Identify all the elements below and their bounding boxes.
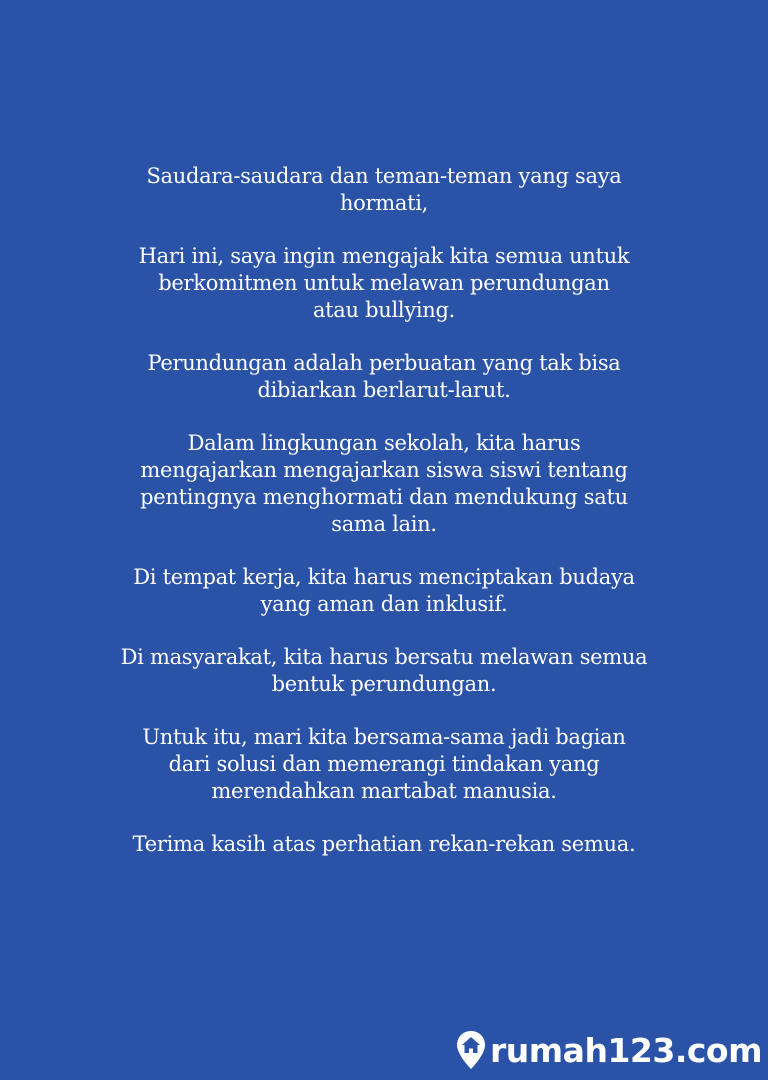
text-line: Dalam lingkungan sekolah, kita harus [187, 431, 581, 455]
map-pin-house-icon [456, 1030, 486, 1070]
paragraph-greeting [0, 163, 768, 217]
text-line: Perundungan adalah perbuatan yang tak bisa [147, 351, 621, 375]
text-line: Di tempat kerja, kita harus menciptakan budaya [133, 565, 635, 589]
logo-text: rumah123.com [490, 1030, 762, 1070]
paragraph-society [0, 644, 768, 698]
text-line: atau bullying. [312, 298, 456, 322]
text-line: Di masyarakat, kita harus bersatu melawan semua [120, 645, 648, 669]
text-line: dari solusi dan memerangi tindakan yang [168, 752, 600, 776]
text-line: berkomitmen untuk melawan perundungan [158, 271, 610, 295]
text-line: pentingnya menghormati dan mendukung satu [140, 485, 628, 509]
paragraph-workplace [0, 564, 768, 618]
text-line: Untuk itu, mari kita bersama-sama jadi bagian [142, 725, 626, 749]
text-line: bentuk perundungan. [271, 672, 497, 696]
text-line: Saudara-saudara dan teman-teman yang saya [146, 164, 622, 188]
speech-text [0, 163, 768, 884]
text-line: Terima kasih atas perhatian rekan-rekan semua. [132, 832, 636, 856]
text-line: dibiarkan berlarut-larut. [257, 378, 511, 402]
text-line: sama lain. [331, 512, 437, 536]
text-line: mengajarkan mengajarkan siswa siswi tentang [140, 458, 628, 482]
paragraph-call-to-action [0, 724, 768, 805]
text-line: yang aman dan inklusif. [260, 592, 508, 616]
paragraph-definition [0, 350, 768, 404]
paragraph-closing [0, 831, 768, 858]
text-line: Hari ini, saya ingin mengajak kita semua untuk [138, 244, 630, 268]
text-line: merendahkan martabat manusia. [211, 779, 557, 803]
text-line: hormati, [339, 191, 429, 215]
paragraph-school [0, 430, 768, 538]
paragraph-invitation [0, 243, 768, 324]
rumah123-logo [456, 1028, 762, 1072]
